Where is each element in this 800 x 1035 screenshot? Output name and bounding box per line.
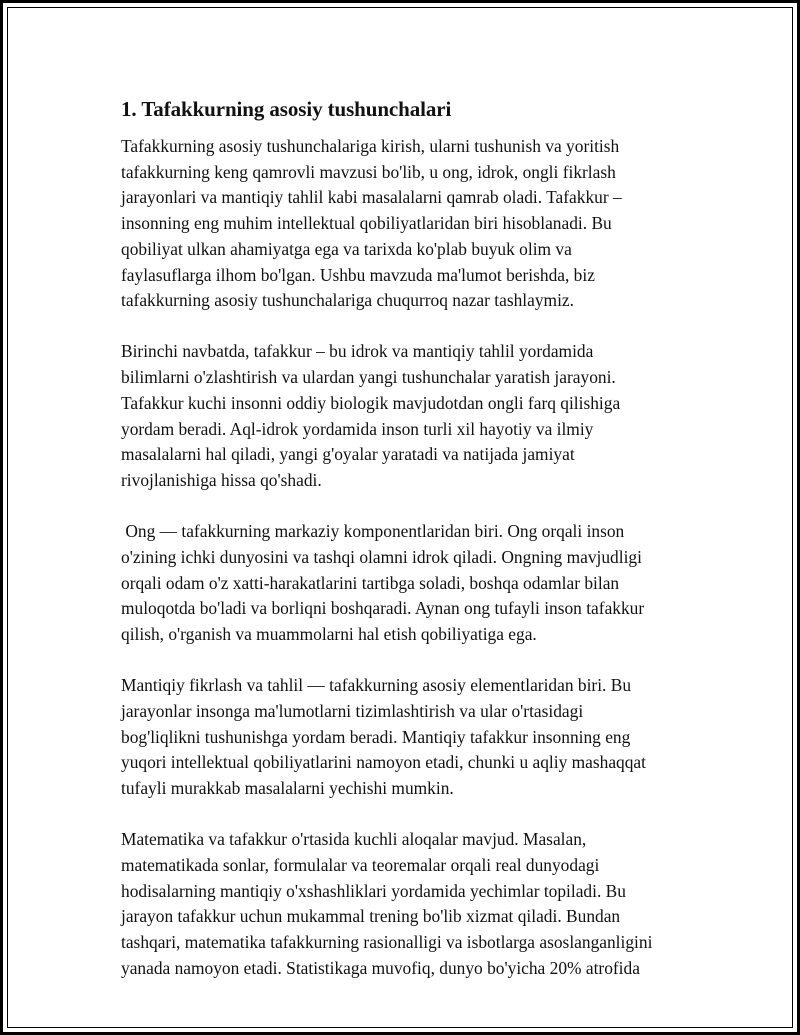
text-line: jarayon tafakkur uchun mukammal trening bo'lib xizmat qiladi. Bundan (121, 906, 621, 927)
text-line: Ong — tafakkurning markaziy komponentlaridan biri. Ong orqali inson (121, 521, 625, 542)
text-line: Birinchi navbatda, tafakkur – bu idrok va mantiqiy tahlil yordamida (121, 341, 594, 362)
text-line: Matematika va tafakkur o'rtasida kuchli aloqalar mavjud. Masalan, (121, 829, 587, 850)
text-line: muloqotda bo'ladi va borliqni boshqaradi. Aynan ong tufayli inson tafakkur (121, 598, 645, 619)
text-line: qilish, o'rganish va muammolarni hal etish qobiliyatiga ega. (121, 623, 537, 644)
text-line: tafakkurning asosiy tushunchalariga chuqurroq nazar tashlaymiz. (121, 290, 574, 311)
text-line: rivojlanishiga hissa qo'shadi. (121, 469, 322, 490)
paragraph-3 (121, 519, 721, 648)
text-line: o'zining ichki dunyosini va tashqi olamni idrok qiladi. Ongning mavjudligi (121, 546, 642, 567)
text-line: qobiliyat ulkan ahamiyatga ega va tarixda ko'plab buyuk olim va (121, 238, 572, 259)
document-body (121, 95, 721, 1007)
text-line: orqali odam o'z xatti-harakatlarini tartibga soladi, boshqa odamlar bilan (121, 572, 620, 593)
text-line: yuqori intellektual qobiliyatlarini namoyon etadi, chunki u aqliy mashaqqat (121, 752, 646, 773)
text-line: tafakkurning keng qamrovli mavzusi bo'lib, u ong, idrok, ongli fikrlash (121, 161, 616, 182)
text-line: jarayonlar insonga ma'lumotlarni tizimlashtirish va ular o'rtasidagi (121, 700, 584, 721)
text-line: tashqari, matematika tafakkurning rasionalligi va isbotlarga asoslanganligini (121, 931, 653, 952)
text-line: faylasuflarga ilhom bo'lgan. Ushbu mavzuda ma'lumot berishda, biz (121, 264, 595, 285)
paragraph-5 (121, 827, 721, 981)
paragraph-1 (121, 134, 721, 314)
text-line: matematikada sonlar, formulalar va teoremalar orqali real dunyodagi (121, 854, 600, 875)
text-line: tufayli murakkab masalalarni yechishi mumkin. (121, 777, 454, 798)
text-line: yanada namoyon etadi. Statistikaga muvofiq, dunyo bo'yicha 20% atrofida (121, 957, 640, 978)
text-line: Tafakkur kuchi insonni oddiy biologik mavjudotdan ongli farq qilishiga (121, 392, 621, 413)
section-heading: 1. Tafakkurning asosiy tushunchalari (121, 97, 452, 121)
text-line: bilimlarni o'zlashtirish va ulardan yangi tushunchalar yaratish jarayoni. (121, 367, 616, 388)
text-line: Mantiqiy fikrlash va tahlil — tafakkurning asosiy elementlaridan biri. Bu (121, 675, 632, 696)
text-line: masalalarni hal qiladi, yangi g'oyalar yaratadi va natijada jamiyat (121, 444, 575, 465)
text-line: hodisalarning mantiqiy o'xshashliklari yordamida yechimlar topiladi. Bu (121, 880, 626, 901)
text-line: Tafakkurning asosiy tushunchalariga kirish, ularni tushunish va yoritish (121, 136, 620, 156)
text-line: yordam beradi. Aql-idrok yordamida inson turli xil hayotiy va ilmiy (121, 418, 594, 439)
paragraph-4 (121, 673, 721, 802)
text-line: jarayonlari va mantiqiy tahlil kabi masalalarni qamrab oladi. Tafakkur – (121, 187, 622, 208)
paragraph-2 (121, 339, 721, 493)
text-line: insonning eng muhim intellektual qobiliyatlaridan biri hisoblanadi. Bu (121, 213, 612, 234)
text-line: bog'liqlikni tushunishga yordam beradi. Mantiqiy tafakkur insonning eng (121, 726, 631, 747)
